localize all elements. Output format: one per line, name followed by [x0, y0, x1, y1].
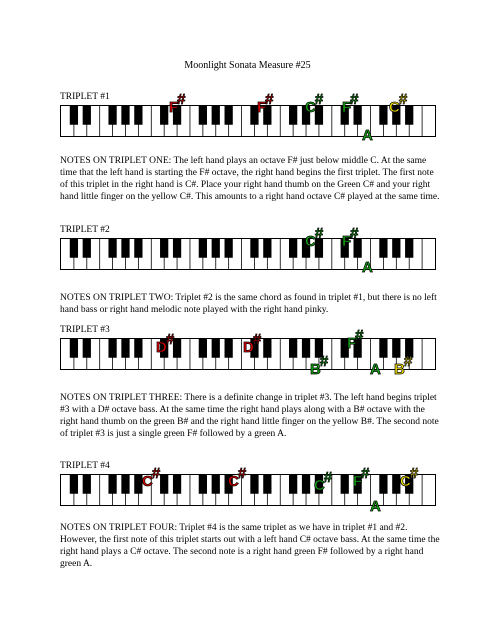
triplet-3-note-1: D# — [156, 331, 175, 356]
black-key — [263, 475, 271, 494]
triplet-1-label: TRIPLET #1 — [60, 92, 110, 102]
triplet-3-note-3: B# — [310, 353, 329, 378]
black-key — [225, 339, 233, 358]
black-key — [108, 475, 116, 494]
triplet-4-note-2: C# — [228, 465, 247, 490]
black-key — [250, 475, 258, 494]
black-key — [121, 239, 129, 258]
black-key — [83, 339, 91, 358]
black-key — [225, 239, 233, 258]
triplet-2-note-2: F# — [342, 225, 359, 250]
triplet-3-notes-text: NOTES ON TRIPLET THREE: There is a definite change in triplet #3. The left hand begins triplet #3 with a D# octave bass. At the same time the right hand plays along with a B# octave with the right hand thumb on the green B# and the right hand little finger on the yellow B#. The second note of triplet #3 is just a single green F# followed by a green A. — [60, 393, 439, 439]
triplet-3-note-4: F# — [347, 327, 364, 352]
black-key — [121, 106, 129, 125]
black-key — [289, 239, 297, 258]
black-key — [121, 339, 129, 358]
black-key — [134, 339, 142, 358]
black-key — [263, 339, 271, 358]
black-key — [225, 106, 233, 125]
black-key — [173, 475, 181, 494]
triplet-4-note-5: A — [370, 498, 381, 515]
triplet-4-note-1: C# — [142, 465, 161, 490]
black-key — [289, 339, 297, 358]
black-key — [70, 475, 78, 494]
black-key — [289, 106, 297, 125]
black-key — [199, 106, 207, 125]
black-key — [199, 239, 207, 258]
black-key — [199, 339, 207, 358]
black-key — [108, 239, 116, 258]
triplet-1-note-3: C# — [305, 91, 324, 116]
black-key — [83, 475, 91, 494]
black-key — [212, 106, 220, 125]
triplet-2-note-1: C# — [305, 225, 324, 250]
black-key — [212, 475, 220, 494]
black-key — [250, 239, 258, 258]
triplet-1-notes-text: NOTES ON TRIPLET ONE: The left hand plays an octave F# just below middle C. At the same time that the left hand is starting the F# octave, the right hand begins the first triplet. The first note of this triplet in the right hand is C#. Place your right hand thumb on the Green C# and your right hand little finger on the yellow C#. This amounts to a right hand octave C# played at the same time. — [60, 156, 440, 202]
black-key — [70, 339, 78, 358]
black-key — [263, 239, 271, 258]
black-key — [379, 106, 387, 125]
black-key — [379, 239, 387, 258]
triplet-3-label: TRIPLET #3 — [60, 325, 110, 335]
triplet-2-note-3: A — [362, 259, 373, 276]
triplet-1-note-4: F# — [342, 91, 359, 116]
black-key — [212, 239, 220, 258]
black-key — [405, 239, 413, 258]
black-key — [83, 106, 91, 125]
black-key — [70, 239, 78, 258]
triplet-2-notes-text: NOTES ON TRIPLET TWO: Triplet #2 is the same chord as found in triplet #1, but there is no left hand bass or right hand melodic note played with the right hand pinky. — [60, 293, 437, 315]
triplet-4-label: TRIPLET #4 — [60, 461, 110, 471]
black-key — [302, 339, 310, 358]
black-key — [83, 239, 91, 258]
black-key — [379, 339, 387, 358]
triplet-1-note-1: F# — [169, 91, 186, 116]
black-key — [160, 475, 168, 494]
black-key — [160, 106, 168, 125]
black-key — [199, 475, 207, 494]
triplet-4-notes-text: NOTES ON TRIPLET FOUR: Triplet #4 is the same triplet as we have in triplet #1 and #2. However, the first note of this triplet starts out with a left hand C# octave bass. At the same time the right hand plays a C# octave. The second note is a right hand green F# followed by a right hand green A. — [60, 523, 440, 569]
triplet-2-label: TRIPLET #2 — [60, 225, 110, 235]
black-key — [341, 475, 349, 494]
triplet-1-keyboard — [60, 105, 436, 137]
black-key — [392, 239, 400, 258]
black-key — [212, 339, 220, 358]
black-key — [392, 339, 400, 358]
black-key — [134, 239, 142, 258]
triplet-4-note-4: F# — [353, 465, 370, 490]
black-key — [121, 475, 129, 494]
black-key — [70, 106, 78, 125]
triplet-3-note-2: D# — [243, 331, 262, 356]
triplet-3-note-6: B# — [394, 353, 413, 378]
black-key — [379, 475, 387, 494]
triplet-3-note-5: A — [370, 361, 381, 378]
black-key — [160, 239, 168, 258]
black-key — [134, 106, 142, 125]
black-key — [108, 339, 116, 358]
black-key — [289, 475, 297, 494]
triplet-4-note-3: C# — [314, 469, 333, 494]
triplet-4-note-6: C# — [400, 465, 419, 490]
triplet-1-note-5: A — [362, 127, 373, 144]
triplet-2-keyboard — [60, 238, 436, 270]
triplet-1-note-6: C# — [389, 91, 408, 116]
triplet-1-note-2: F# — [257, 91, 274, 116]
black-key — [302, 475, 310, 494]
page-title: Moonlight Sonata Measure #25 — [184, 60, 311, 71]
black-key — [108, 106, 116, 125]
black-key — [173, 239, 181, 258]
